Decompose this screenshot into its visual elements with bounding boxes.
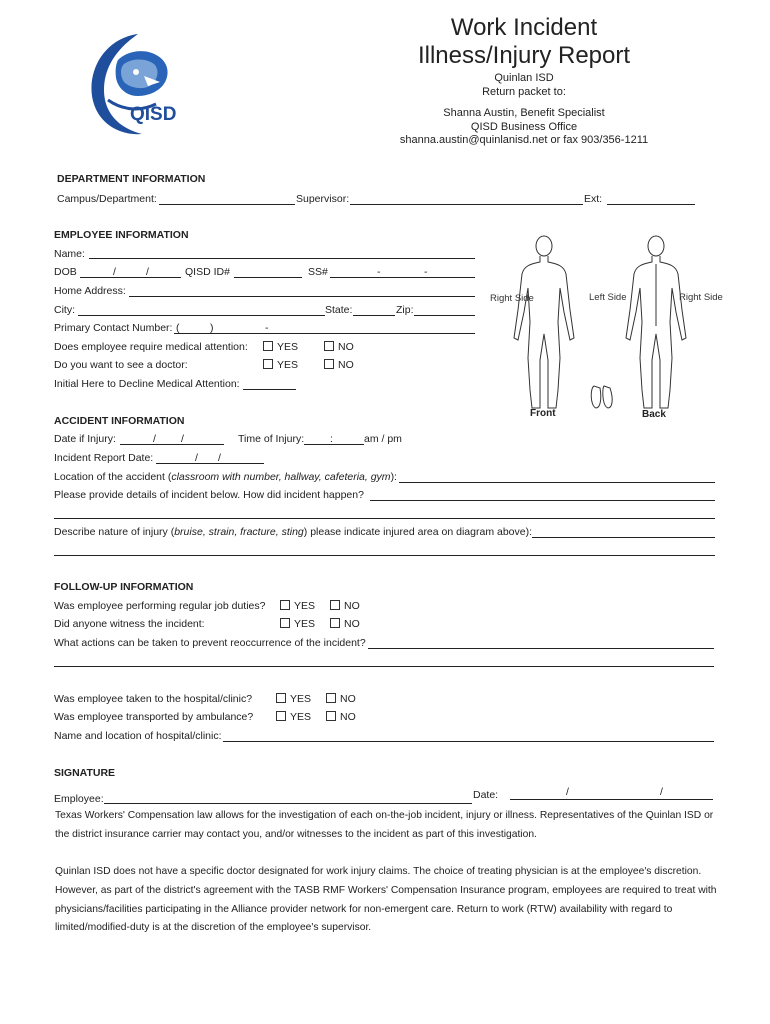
zip-label: Zip:: [396, 304, 414, 316]
date-sep: /: [660, 786, 663, 798]
see-doctor-question: Do you want to see a doctor:: [54, 359, 188, 371]
notice-line-3: physicians/facilities participating in the Alliance provider network for non-emergent care. Return to work (RTW) availability with regard to: [55, 904, 673, 915]
report-date-label: Incident Report Date:: [54, 452, 154, 464]
office: QISD Business Office: [470, 121, 578, 133]
name-field[interactable]: [89, 258, 475, 259]
followup-heading: FOLLOW-UP INFORMATION: [54, 581, 194, 593]
ss-label: SS#: [308, 266, 328, 278]
checkbox-icon[interactable]: [263, 359, 273, 369]
supervisor-label: Supervisor:: [296, 193, 350, 205]
details-label: Please provide details of incident below. How did incident happen?: [54, 489, 364, 501]
signature-heading: SIGNATURE: [54, 767, 116, 779]
ambulance-no-option[interactable]: NO: [326, 711, 356, 723]
accident-heading: ACCIDENT INFORMATION: [54, 415, 185, 427]
name-label: Name:: [54, 248, 85, 260]
employee-signature-label: Employee:: [54, 793, 104, 805]
back-label: Back: [642, 409, 666, 420]
campus-label: Campus/Department:: [57, 193, 157, 205]
ss-field[interactable]: [330, 277, 475, 278]
front-label: Front: [530, 408, 556, 419]
witness-no-option[interactable]: NO: [330, 618, 360, 630]
title-line-1: Work Incident: [450, 14, 598, 41]
checkbox-icon[interactable]: [276, 693, 286, 703]
body-diagram[interactable]: [490, 230, 723, 430]
notice-line-4: limited/modified-duty is at the discretion of the employee's supervisor.: [55, 922, 372, 933]
qisd-id-label: QISD ID#: [185, 266, 230, 278]
injury-date-field[interactable]: [120, 444, 224, 445]
state-field[interactable]: [353, 315, 395, 316]
checkbox-icon[interactable]: [324, 359, 334, 369]
checkbox-icon[interactable]: [330, 600, 340, 610]
details-field-line-2[interactable]: [54, 518, 715, 519]
witness-yes-option[interactable]: YES: [280, 618, 315, 630]
title-line-2: Illness/Injury Report: [417, 42, 631, 69]
contact-name: Shanna Austin, Benefit Specialist: [443, 107, 605, 119]
dob-field[interactable]: [80, 277, 181, 278]
signature-date-field[interactable]: [510, 799, 713, 800]
dob-sep: /: [113, 266, 116, 278]
checkbox-icon[interactable]: [276, 711, 286, 721]
right-side-label-front: Right Side: [490, 293, 534, 304]
duties-yes-option[interactable]: YES: [280, 600, 315, 612]
left-side-label: Left Side: [589, 292, 627, 303]
decline-label: Initial Here to Decline Medical Attention:: [54, 378, 240, 390]
qisd-id-field[interactable]: [234, 277, 302, 278]
paren-open: (: [176, 322, 180, 334]
hospital-name-field[interactable]: [223, 741, 714, 742]
nature-field-line-2[interactable]: [54, 555, 715, 556]
body-outline-icon: [490, 230, 723, 430]
date-sep: /: [181, 433, 184, 445]
date-sep: /: [218, 452, 221, 464]
date-sep: /: [153, 433, 156, 445]
statement-line-1: Texas Workers' Compensation law allows for the investigation of each on-the-job incident, injury or illness. Representatives of the Quinlan ISD or: [55, 810, 714, 821]
org-name: Quinlan ISD: [494, 72, 554, 84]
date-sep: /: [195, 452, 198, 464]
home-address-label: Home Address:: [54, 285, 126, 297]
qisd-logo: [78, 30, 193, 145]
hospital-question: Was employee taken to the hospital/clinic?: [54, 693, 253, 705]
ss-sep: -: [424, 266, 428, 278]
department-heading: DEPARTMENT INFORMATION: [57, 173, 206, 185]
ss-sep: -: [377, 266, 381, 278]
employee-heading: EMPLOYEE INFORMATION: [54, 229, 189, 241]
injury-date-label: Date if Injury:: [54, 433, 116, 445]
decline-initial-field[interactable]: [243, 389, 296, 390]
hospital-no-option[interactable]: NO: [326, 693, 356, 705]
ambulance-yes-option[interactable]: YES: [276, 711, 311, 723]
contact-info: shanna.austin@quinlanisd.net or fax 903/356-1211: [399, 134, 649, 146]
doctor-yes-option[interactable]: YES: [263, 359, 298, 371]
checkbox-icon[interactable]: [280, 618, 290, 628]
panther-logo-icon: [78, 30, 193, 145]
report-date-field[interactable]: [156, 463, 264, 464]
dob-sep: /: [146, 266, 149, 278]
hospital-yes-option[interactable]: YES: [276, 693, 311, 705]
regular-duties-question: Was employee performing regular job duties?: [54, 600, 266, 612]
state-label: State:: [325, 304, 353, 316]
checkbox-icon[interactable]: [280, 600, 290, 610]
logo-text: QISD: [130, 104, 177, 125]
campus-field[interactable]: [159, 204, 295, 205]
checkbox-icon[interactable]: [326, 711, 336, 721]
city-field[interactable]: [78, 315, 325, 316]
witness-question: Did anyone witness the incident:: [54, 618, 205, 630]
checkbox-icon[interactable]: [330, 618, 340, 628]
paren-close: ): [210, 322, 214, 334]
medical-attention-question: Does employee require medical attention:: [54, 341, 248, 353]
location-field[interactable]: [399, 482, 715, 483]
ambulance-question: Was employee transported by ambulance?: [54, 711, 254, 723]
nature-field[interactable]: [532, 537, 715, 538]
ext-field[interactable]: [607, 204, 695, 205]
signature-date-label: Date:: [473, 789, 499, 801]
checkbox-icon[interactable]: [324, 341, 334, 351]
time-colon: :: [330, 433, 333, 445]
medical-no-option[interactable]: NO: [324, 341, 354, 353]
prevent-field[interactable]: [368, 648, 714, 649]
dob-label: DOB: [54, 266, 77, 278]
notice-line-1: Quinlan ISD does not have a specific doctor designated for work injury claims. The choice of treating physician is at the employee's discretion.: [55, 866, 702, 877]
phone-dash: -: [265, 322, 269, 334]
ext-label: Ext:: [584, 193, 603, 205]
primary-contact-label: Primary Contact Number:: [54, 322, 173, 334]
medical-yes-option[interactable]: YES: [263, 341, 298, 353]
ampm-label: am / pm: [364, 433, 402, 445]
time-label: Time of Injury:: [238, 433, 305, 445]
duties-no-option[interactable]: NO: [330, 600, 360, 612]
hospital-name-label: Name and location of hospital/clinic:: [54, 730, 222, 742]
zip-field[interactable]: [414, 315, 475, 316]
primary-contact-field[interactable]: [174, 333, 475, 334]
date-sep: /: [566, 786, 569, 798]
return-to: Return packet to:: [482, 86, 566, 98]
time-field[interactable]: [304, 444, 364, 445]
notice-line-2: However, as part of the district's agreement with the TASB RMF Workers' Compensation Insurance program, employees are required to treat with: [55, 885, 717, 896]
details-field[interactable]: [370, 500, 715, 501]
prevent-field-line-2[interactable]: [54, 666, 714, 667]
checkbox-icon[interactable]: [263, 341, 273, 351]
right-side-label-back: Right Side: [679, 292, 723, 303]
home-address-field[interactable]: [129, 296, 475, 297]
city-label: City:: [54, 304, 75, 316]
location-label: Location of the accident (classroom with number, hallway, cafeteria, gym):: [54, 471, 397, 483]
statement-line-2: the district insurance carrier may contact you, and/or witnesses to the incident as part of this investigation.: [55, 829, 537, 840]
checkbox-icon[interactable]: [326, 693, 336, 703]
prevent-question: What actions can be taken to prevent reoccurrence of the incident?: [54, 637, 366, 649]
doctor-no-option[interactable]: NO: [324, 359, 354, 371]
employee-signature-field[interactable]: [104, 803, 472, 804]
nature-label: Describe nature of injury (bruise, strain, fracture, sting) please indicate injured area on diagram above):: [54, 526, 533, 538]
supervisor-field[interactable]: [350, 204, 583, 205]
